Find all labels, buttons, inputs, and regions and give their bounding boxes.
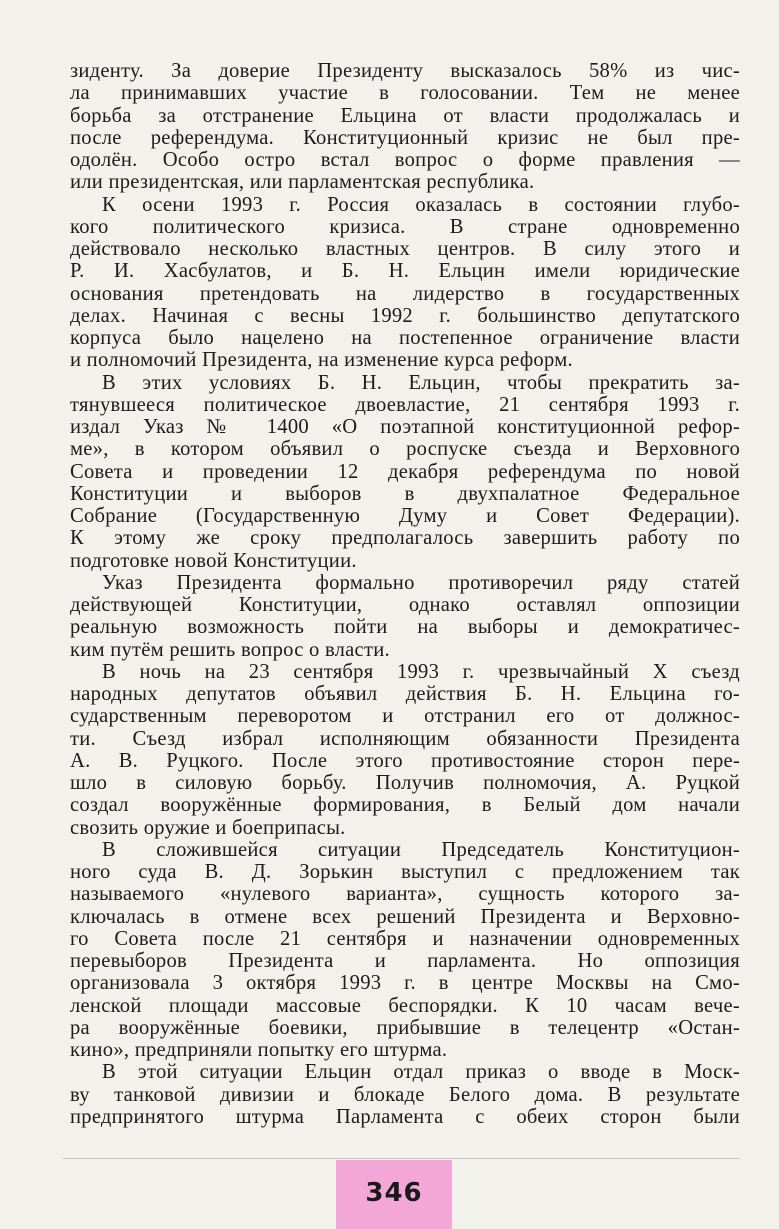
text-line: ву танковой дивизии и блокаде Белого дома. В результате xyxy=(70,1083,740,1106)
text-line: ного суда В. Д. Зорькин выступил с предложением так xyxy=(70,861,740,883)
text-line: В этих условиях Б. Н. Ельцин, чтобы прекратить за- xyxy=(102,371,740,394)
text-line: сударственным переворотом и отстранил его от должнос- xyxy=(70,705,740,728)
text-line: организовала 3 октября 1993 г. в центре Москвы на Смо- xyxy=(70,972,740,995)
text-line: К этому же сроку предполагалось завершить работу по xyxy=(70,527,740,550)
text-line: ме», в котором объявил о роспуске съезда и Верховного xyxy=(70,438,740,461)
text-line: Конституции и выборов в двухпалатное Федеральное xyxy=(70,482,740,505)
text-line: после референдума. Конституционный кризис не был пре- xyxy=(70,126,740,149)
text-line: ла принимавших участие в голосовании. Тем не менее xyxy=(70,82,740,105)
text-line: зиденту. За доверие Президенту высказалось 58% из чис- xyxy=(70,60,740,82)
text-line: го Совета после 21 сентября и назначении одновременных xyxy=(70,927,740,950)
text-line: Указ Президента формально противоречил ряду статей xyxy=(102,571,740,594)
text-line: действующей Конституции, однако оставлял оппозиции xyxy=(70,594,740,616)
footer-divider xyxy=(63,1158,740,1159)
text-line: ра вооружённые боевики, прибывшие в телецентр «Остан- xyxy=(70,1016,740,1039)
text-line: В ночь на 23 сентября 1993 г. чрезвычайный X съезд xyxy=(102,660,740,683)
text-line: Совета и проведении 12 декабря референдума по новой xyxy=(70,460,740,483)
text-line: действовало несколько властных центров. В силу этого и xyxy=(70,238,740,260)
text-line: А. В. Руцкого. После этого противостояние сторон пере- xyxy=(70,749,740,772)
text-line: подготовке новой Конституции. xyxy=(70,549,357,572)
text-line: и полномочий Президента, на изменение курса реформ. xyxy=(70,349,573,372)
text-line: борьба за отстранение Ельцина от власти продолжалась и xyxy=(70,104,740,127)
page-number-badge xyxy=(336,1160,452,1229)
text-line: свозить оружие и боеприпасы. xyxy=(70,816,346,839)
text-line: ленской площади массовые беспорядки. К 10 часам вече- xyxy=(70,994,740,1017)
text-line: делах. Начиная с весны 1992 г. большинство депутатского xyxy=(70,304,740,327)
text-line: называемого «нулевого варианта», сущность которого за- xyxy=(70,883,740,906)
text-line: ким путём решить вопрос о власти. xyxy=(70,638,390,661)
page-number: 346 xyxy=(365,1178,423,1208)
text-line: К осени 1993 г. Россия оказалась в состоянии глубо- xyxy=(102,193,740,216)
page-body xyxy=(70,60,740,1128)
text-line: корпуса было нацелено на постепенное ограничение власти xyxy=(70,327,740,349)
text-line: В сложившейся ситуации Председатель Конституцион- xyxy=(102,838,740,861)
text-line: шло в силовую борьбу. Получив полномочия, А. Руцкой xyxy=(70,772,740,794)
text-line: одолён. Особо остро встал вопрос о форме правления — xyxy=(70,149,740,171)
text-line: тянувшееся политическое двоевластие, 21 сентября 1993 г. xyxy=(70,393,740,416)
text-line: В этой ситуации Ельцин отдал приказ о вводе в Моск- xyxy=(102,1061,740,1084)
text-line: кого политического кризиса. В стране одновременно xyxy=(70,215,740,238)
text-line: создал вооружённые формирования, в Белый дом начали xyxy=(70,794,740,817)
text-line: Р. И. Хасбулатов, и Б. Н. Ельцин имели юридические xyxy=(70,260,740,283)
text-line: реальную возможность пойти на выборы и демократичес- xyxy=(70,616,740,639)
text-line: ти. Съезд избрал исполняющим обязанности Президента xyxy=(70,727,740,750)
text-line: кино», предприняли попытку его штурма. xyxy=(70,1039,448,1061)
text-line: издал Указ № 1400 «О поэтапной конституционной рефор- xyxy=(70,416,740,438)
text-line: ключалась в отмене всех решений Президента и Верховно- xyxy=(70,905,740,928)
text-line: или президентская, или парламентская республика. xyxy=(70,171,535,194)
text-line: народных депутатов объявил действия Б. Н. Ельцина го- xyxy=(70,683,740,705)
text-line: перевыборов Президента и парламента. Но оппозиция xyxy=(70,950,740,972)
text-line: Собрание (Государственную Думу и Совет Федерации). xyxy=(70,505,740,527)
text-line: предпринятого штурма Парламента с обеих сторон были xyxy=(70,1105,740,1128)
text-line: основания претендовать на лидерство в государственных xyxy=(70,282,740,305)
